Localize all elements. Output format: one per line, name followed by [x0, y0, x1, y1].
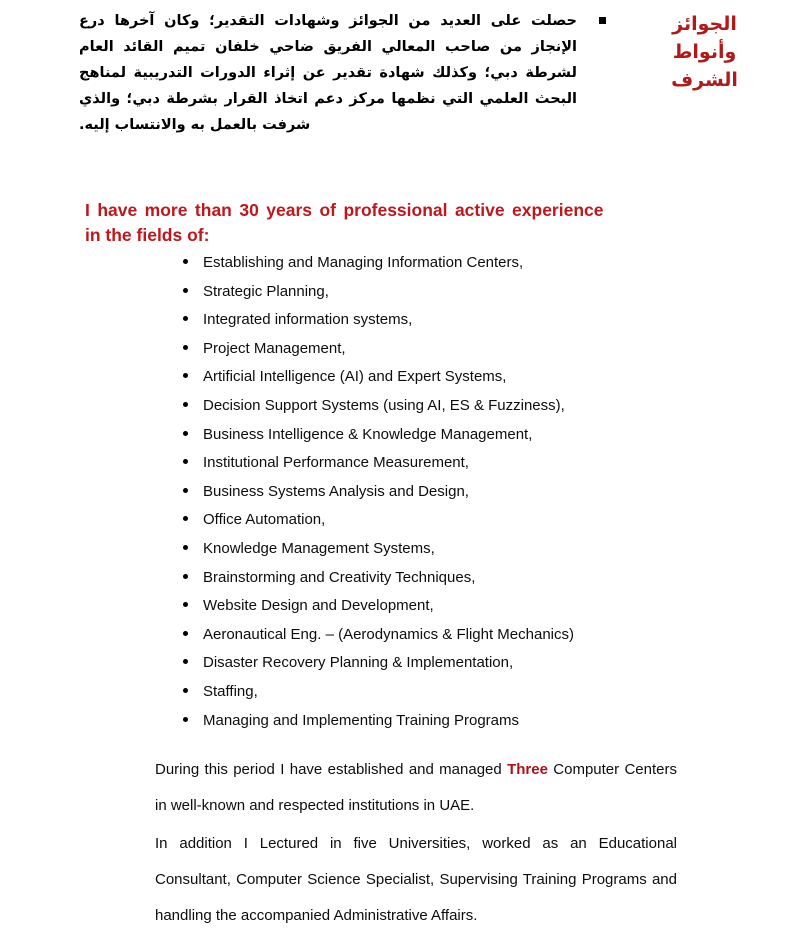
list-item	[0, 252, 789, 281]
list-item	[0, 424, 789, 453]
awards-heading	[620, 10, 789, 94]
awards-heading-line-3: الشرف	[671, 69, 738, 91]
list-item-label: Aeronautical Eng. – (Aerodynamics & Flight Mechanics)	[203, 625, 575, 643]
closing-paragraph-one-part1: During this period I have established and managed	[155, 761, 508, 778]
bullet-icon	[183, 316, 188, 321]
bullet-icon	[183, 659, 188, 664]
bullet-icon	[183, 345, 188, 350]
awards-section	[0, 0, 789, 138]
bullet-icon	[183, 688, 188, 693]
bullet-icon	[183, 431, 188, 436]
experience-heading-line-2: in the fields of:	[85, 225, 210, 245]
closing-paragraph-one	[155, 752, 677, 824]
list-item	[0, 538, 789, 567]
list-item	[0, 452, 789, 481]
list-item	[0, 395, 789, 424]
list-item-label: Website Design and Development,	[203, 597, 434, 615]
closing-paragraph-one-part2: Computer Centers in well-known and respected institutions in UAE.	[155, 761, 677, 814]
bullet-icon	[183, 631, 188, 636]
list-item	[0, 567, 789, 596]
bullet-icon	[183, 516, 188, 521]
bullet-icon	[183, 459, 188, 464]
list-item	[0, 481, 789, 510]
list-item	[0, 366, 789, 395]
list-item-label: Project Management,	[203, 339, 346, 357]
experience-fields-list	[0, 252, 789, 738]
bullet-icon	[183, 602, 188, 607]
list-item	[0, 681, 789, 710]
bullet-icon	[183, 488, 188, 493]
awards-body-column	[0, 0, 620, 138]
bullet-icon	[183, 402, 188, 407]
list-item	[0, 652, 789, 681]
list-item-label: Staffing,	[203, 682, 258, 700]
bullet-icon	[183, 545, 188, 550]
list-item	[0, 595, 789, 624]
bullet-icon	[183, 574, 188, 579]
list-item-label: Managing and Implementing Training Programs	[203, 711, 520, 729]
list-item-label: Institutional Performance Measurement,	[203, 454, 469, 472]
experience-heading-line-1: I have more than 30 years of professional active experience	[85, 200, 604, 220]
square-bullet-icon	[599, 17, 606, 24]
closing-paragraph-two: In addition I Lectured in five Universities, worked as an Educational Consultant, Computer Science Specialist, Supervising Training Programs and handling the accompanied Administrative Affairs.	[155, 835, 677, 924]
list-item	[0, 338, 789, 367]
awards-list-item	[0, 8, 620, 138]
bullet-icon	[183, 373, 188, 378]
list-item	[0, 309, 789, 338]
awards-heading-line-1: الجوائز	[672, 13, 737, 35]
list-item-label: Disaster Recovery Planning & Implementation,	[203, 654, 514, 672]
list-item	[0, 624, 789, 653]
list-item-label: Business Systems Analysis and Design,	[203, 482, 469, 500]
list-item-label: Business Intelligence & Knowledge Management,	[203, 425, 533, 443]
list-item	[0, 281, 789, 310]
list-item	[0, 509, 789, 538]
list-item-label: Establishing and Managing Information Centers,	[203, 254, 524, 271]
awards-heading-column	[620, 0, 789, 94]
list-item-label: Strategic Planning,	[203, 282, 329, 300]
list-item-label: Brainstorming and Creativity Techniques,	[203, 568, 476, 586]
experience-heading	[85, 198, 677, 248]
list-item-label: Knowledge Management Systems,	[203, 539, 435, 557]
closing-highlight-three: Three	[507, 761, 548, 778]
list-item-label: Integrated information systems,	[203, 311, 413, 329]
list-item-label: Artificial Intelligence (AI) and Expert Systems,	[203, 368, 507, 386]
awards-arabic-paragraph: حصلت على العديد من الجوائز وشهادات التقدير؛ وكان آخرها درع الإنجاز من صاحب المعالي الفريق ضاحي خلفان تميم القائد العام لشرطة دبي؛ وكذلك شهادة تقدير عن إثراء الدورات التدريبية لمناهج البحث العلمي التي نظمها مركز دعم اتخاذ القرار بشرطة دبي؛ والذي شرفت بالعمل به والانتساب إليه.	[79, 13, 577, 133]
bullet-icon	[183, 717, 188, 722]
list-item-label: Decision Support Systems (using AI, ES & Fuzziness),	[203, 396, 565, 414]
bullet-icon	[183, 259, 188, 264]
bullet-icon	[183, 288, 188, 293]
awards-heading-line-2: وأنواط	[672, 41, 737, 63]
list-item	[0, 710, 789, 739]
list-item-label: Office Automation,	[203, 511, 326, 529]
